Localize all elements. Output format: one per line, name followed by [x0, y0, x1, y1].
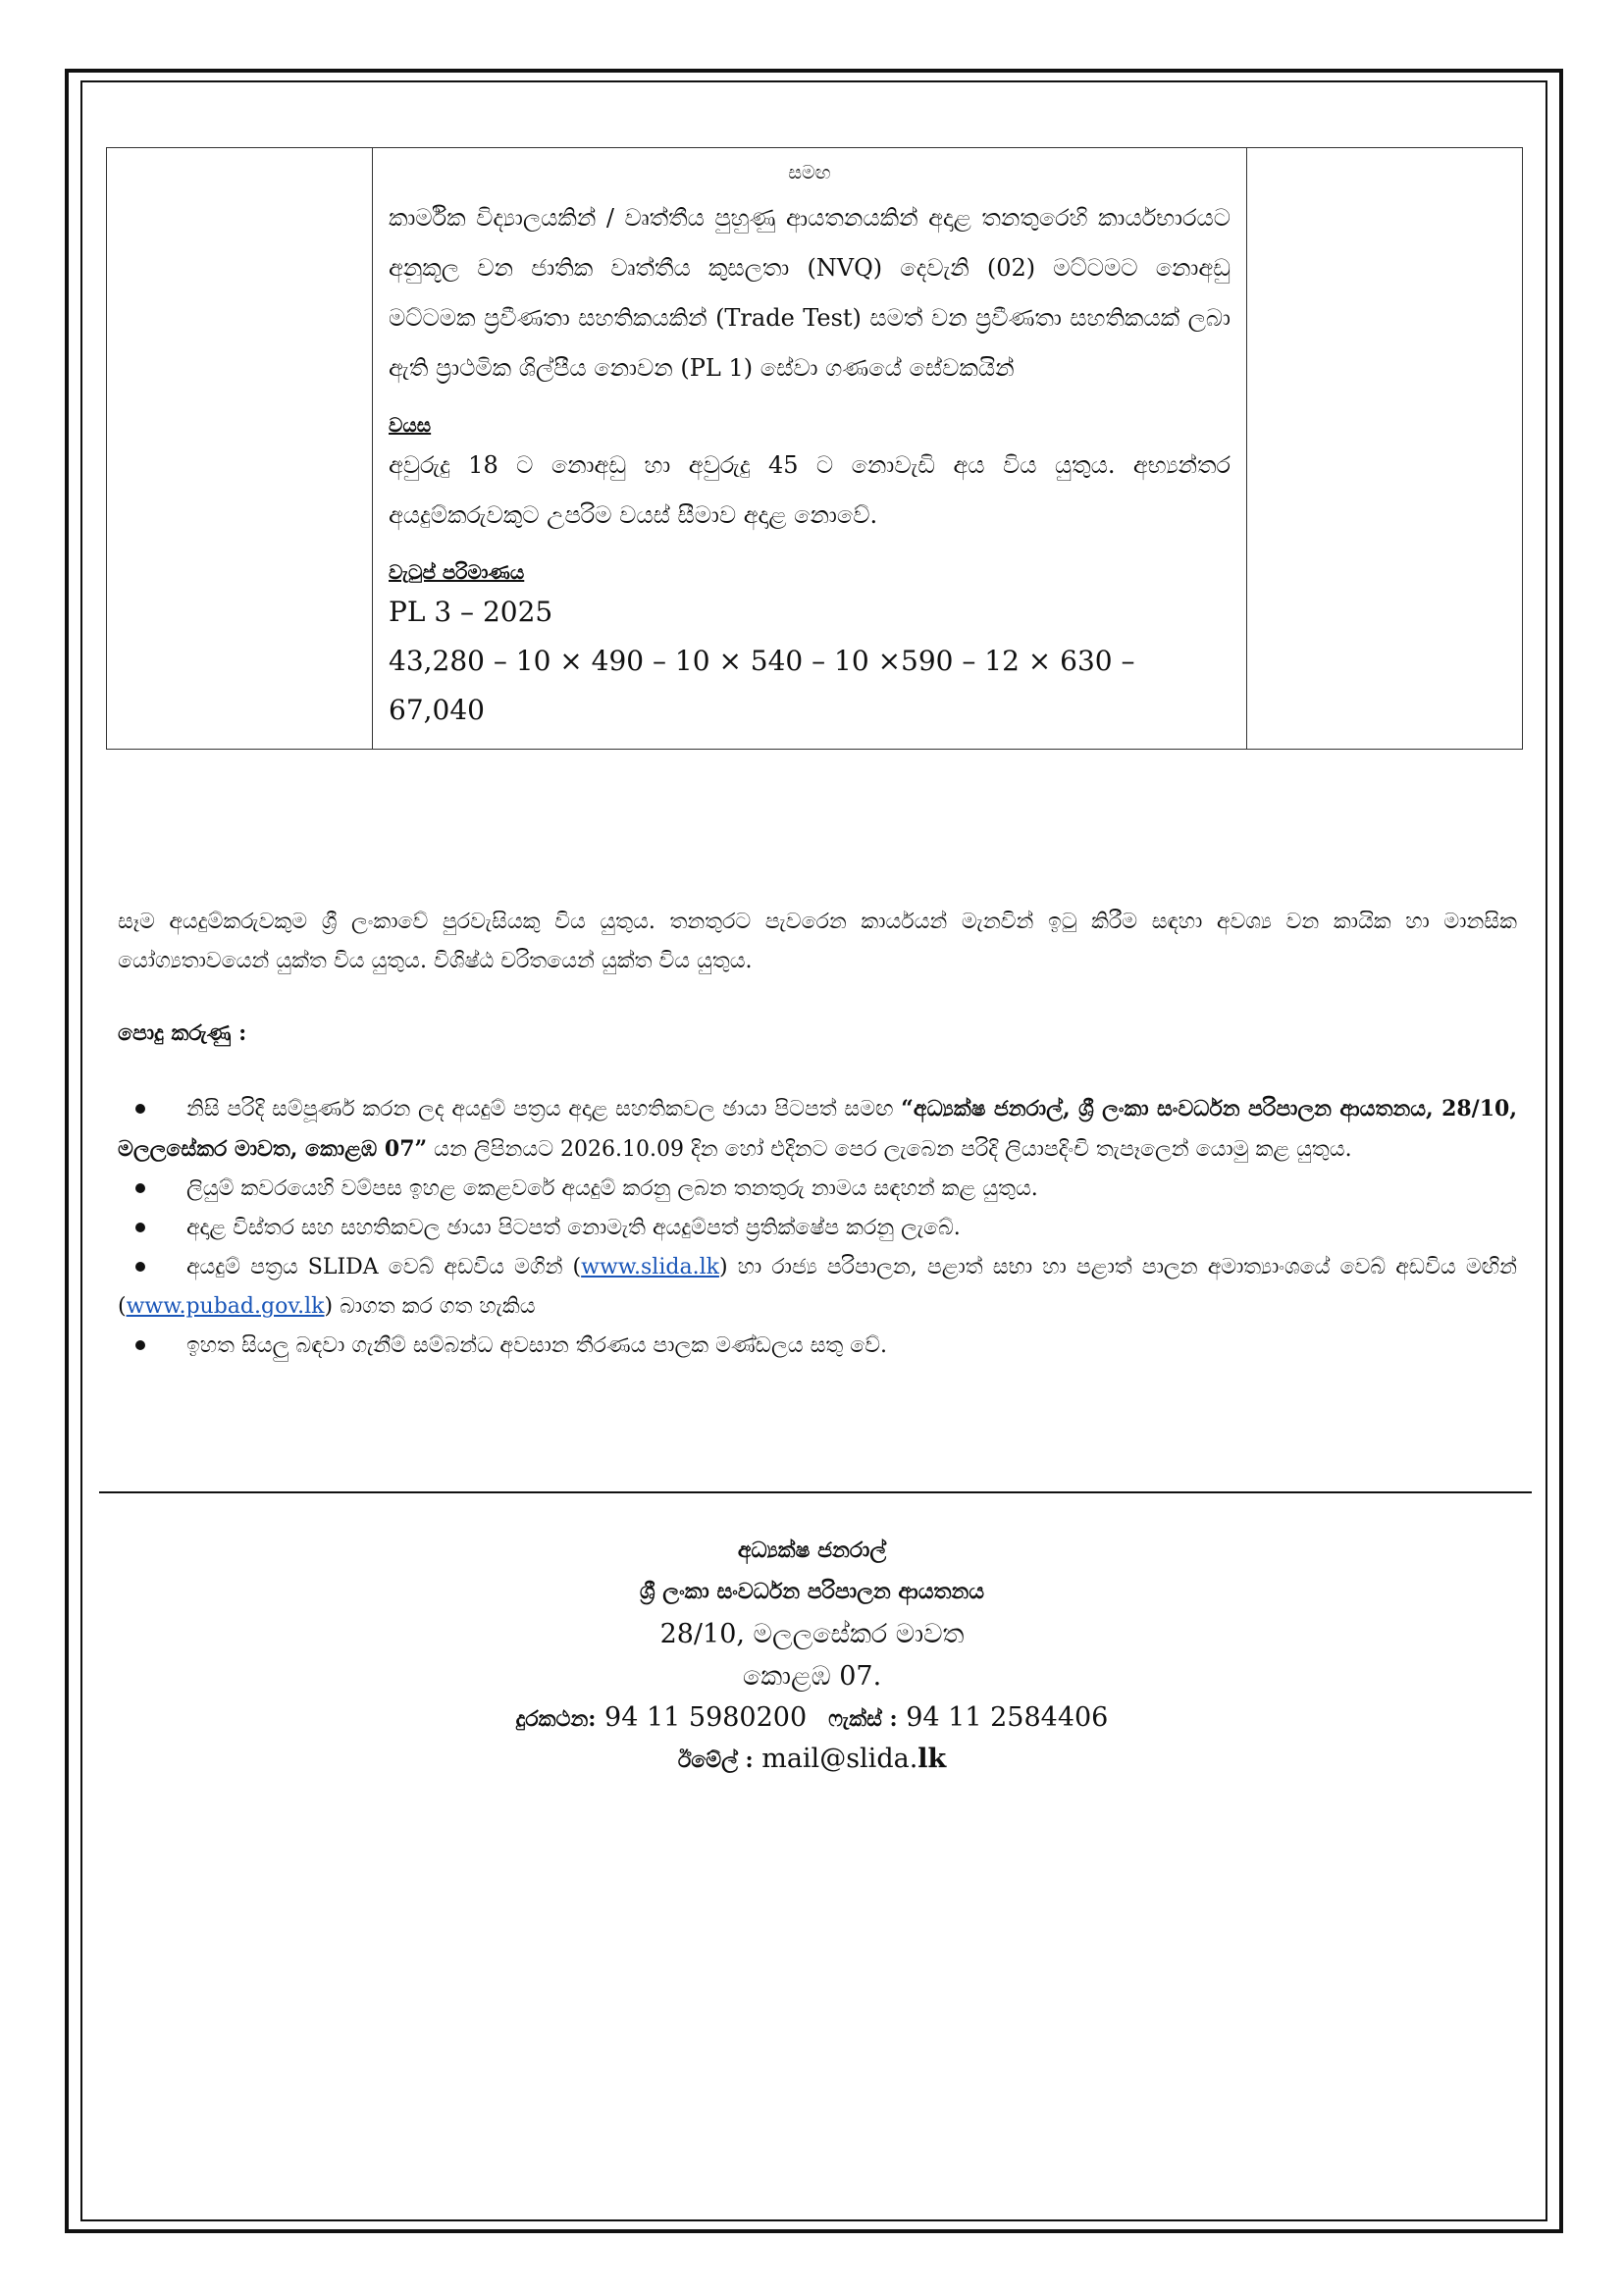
list-item: [118, 1089, 1517, 1170]
general-points-list: [118, 1089, 1517, 1366]
requirements-table: [106, 147, 1523, 750]
bullet-4-text-end: ) බාගත කර ගත හැකිය: [324, 1294, 536, 1319]
bullet-1-text: නිසි පරිදි සම්පූර්ණ කරන ලද අයදුම් පත්‍රය අදාළ සහතිකවල ඡායා පිටපත් සමඟ: [186, 1097, 902, 1121]
footer-contact-email: [0, 1739, 1624, 1781]
salary-heading: වැටුප් පරිමාණය: [389, 560, 525, 584]
bullet-4-text: අයදුම් පත්‍රය SLIDA වෙබ් අඩවිය මගින් (: [186, 1255, 582, 1279]
email-tld[interactable]: lk: [917, 1744, 947, 1774]
age-text: අවුරුදු 18 ට නොඅඩු හා අවුරුදු 45 ට නොවැඩි අය විය යුතුය. අභ්‍යන්තර අයදුම්කරුවකුට උපරිම වයස් සීමාව අදාළ නොවේ.: [389, 451, 1231, 529]
bullet-icon: [135, 1183, 145, 1193]
general-points-heading: පොදු කරුණු :: [118, 1020, 247, 1046]
bullet-4-text-mid: ) හා රාජ්‍ය පරිපාලන, පළාත් සභා හා පළාත් පාලන අමාත්‍යාංශයේ වෙබ් අඩවිය මඟින් (: [118, 1255, 1518, 1319]
bullet-icon: [135, 1340, 145, 1350]
qualification-text: කාර්මික විද්‍යාලයකින් / වෘත්තීය පුහුණු ආයතනයකින් අදාළ තනතුරෙහි කාර්යභාරයට අනුකූල වන ජාතික වෘත්තීය කුසලතා (NVQ) දෙවැනි (02) මට්ටමට නොඅඩු මට්ටමක ප්‍රවීණතා සහතිකයකින් (Trade Test) සමත් වන ප්‍රවීණතා සහතිකයක් ලබා ඇති ප්‍රාථමික ශිල්පීය නොවන (PL 1) සේවා ගණයේ සේවකයින්: [389, 204, 1231, 382]
footer-address-line2: කොළඹ 07.: [742, 1661, 882, 1692]
salary-scale: 43,280 – 10 × 490 – 10 × 540 – 10 ×590 – 12 × 630 – 67,040: [389, 645, 1135, 726]
footer-title: අධ්‍යක්ෂ ජනරාල්: [737, 1538, 887, 1563]
footer-contact-phone-fax: [0, 1697, 1624, 1740]
bullet-1-text-end: යන ලිපිනයට 2026.10.09 දින හෝ එදිනට පෙර ලැබෙන පරිදි ලියාපදිංචි තැපෑලෙන් යොමු කළ යුතුය.: [427, 1137, 1352, 1162]
bullet-icon: [135, 1262, 145, 1272]
footer-institute: ශ්‍රී ලංකා සංවර්ධන පරිපාලන ආයතනය: [639, 1579, 985, 1604]
bullet-3-text: අදාළ විස්තර සහ සහතිකවල ඡායා පිටපත් නොමැති අයදුම්පත් ප්‍රතික්ෂේප කරනු ලැබේ.: [186, 1216, 961, 1240]
list-item: [118, 1209, 1517, 1248]
pubad-website-link[interactable]: www.pubad.gov.lk: [126, 1294, 325, 1319]
salary-code: PL 3 – 2025: [389, 596, 553, 628]
footer-divider: [99, 1491, 1532, 1493]
list-item: [118, 1248, 1517, 1327]
bullet-icon: [135, 1223, 145, 1232]
bullet-icon: [135, 1104, 145, 1114]
list-item: [118, 1170, 1517, 1209]
table-cell-empty-left: [107, 148, 373, 750]
bullet-5-text: ඉහත සියලු බඳවා ගැනීම් සම්බන්ධ අවසාන තීරණය පාලක මණ්ඩලය සතු වේ.: [186, 1333, 888, 1358]
list-item: [118, 1327, 1517, 1366]
slida-website-link[interactable]: www.slida.lk: [581, 1255, 719, 1279]
footer-address-line1: 28/10, මලලසේකර මාවත: [659, 1619, 965, 1649]
bullet-1-address: “අධ්‍යක්ෂ ජනරාල්, ශ්‍රී ලංකා සංවර්ධන පරිපාලන ආයතනය, 28/10, මලලසේකර මාවත, කොළඹ 07”: [118, 1096, 1517, 1162]
fax-number: 94 11 2584406: [897, 1702, 1109, 1733]
fax-label: ෆැක්ස් :: [828, 1706, 898, 1732]
eligibility-paragraph: සෑම අයදුම්කරුවකුම ශ්‍රී ලංකාවේ පුරවැසියකු විය යුතුය. තනතුරට පැවරෙන කාර්යයන් මැනවින් ඉටු කිරීම සඳහා අවශ්‍ය වන කායික හා මානසික යෝග්‍යතාවයෙන් යුක්ත විය යුතුය. විශිෂ්ඨ චරිතයෙන් යුක්ත විය යුතුය.: [118, 910, 1517, 973]
qualifications-cell: [373, 148, 1247, 750]
and-label: සමඟ: [788, 162, 831, 183]
table-row: [107, 148, 1523, 750]
email-address[interactable]: mail@slida.: [753, 1744, 918, 1774]
age-heading: වයස: [389, 413, 432, 437]
phone-label: දුරකථන:: [515, 1706, 597, 1732]
bullet-2-text: ලියුම් කවරයෙහි වම්පස ඉහළ කෙළවරේ අයදුම් කරනු ලබන තනතුරු නාමය සඳහන් කළ යුතුය.: [186, 1176, 1038, 1201]
phone-number: 94 11 5980200: [596, 1702, 808, 1733]
table-cell-empty-right: [1247, 148, 1523, 750]
email-label: ඊමේල් :: [677, 1747, 754, 1773]
